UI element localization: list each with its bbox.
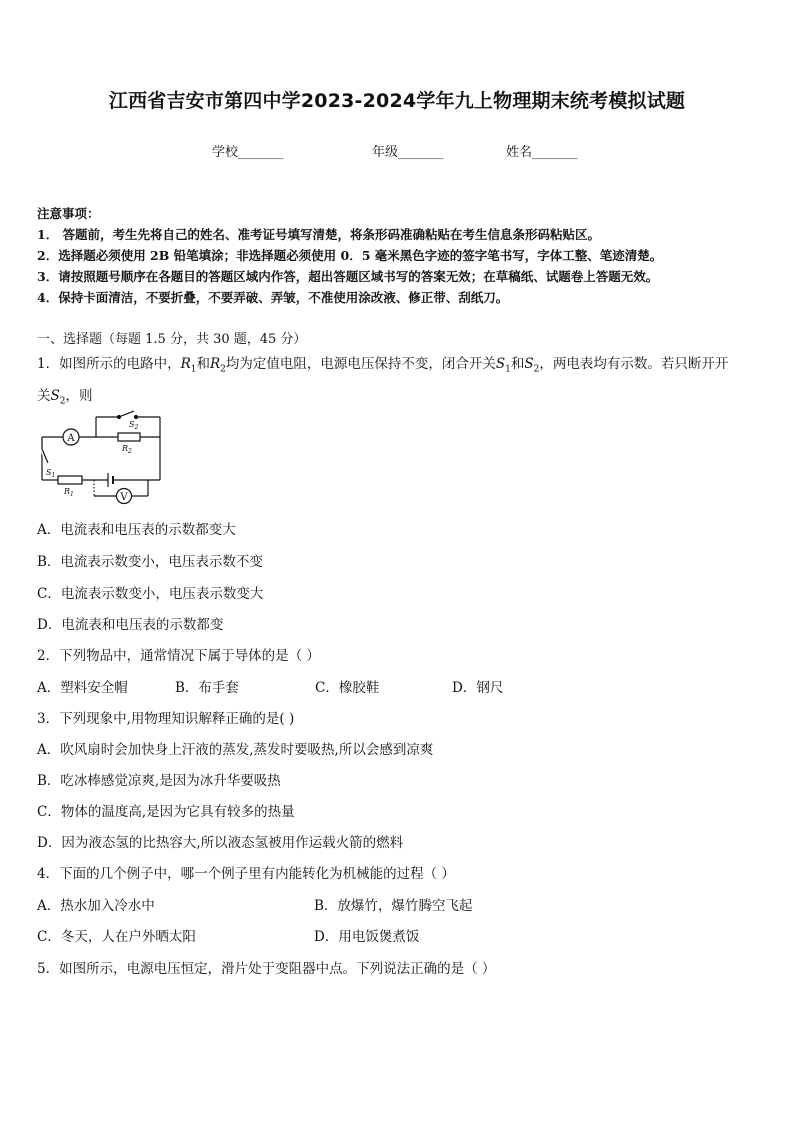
question-2-option-b: B．布手套 xyxy=(175,680,239,696)
notice-heading: 注意事项： xyxy=(37,206,100,221)
grade-field: 年级_______ xyxy=(372,145,444,160)
question-1-option-d: D．电流表和电压表的示数都变 xyxy=(37,617,224,633)
notice-item: 1． 答题前，考生先将自己的姓名、准考证号填写清楚，将条形码准确粘贴在考生信息条形码粘贴区。 xyxy=(37,227,601,242)
question-1-stem-cont: 关$S_2$，则 xyxy=(37,388,93,407)
question-4-option-c: C．冬天，人在户外晒太阳 xyxy=(37,929,196,945)
r2-label: $R_2$ xyxy=(122,444,132,455)
circuit-diagram xyxy=(36,407,166,505)
school-field: 学校_______ xyxy=(212,145,284,160)
question-3-option-c: C．物体的温度高,是因为它具有较多的热量 xyxy=(37,804,295,820)
question-4-option-a: A．热水加入冷水中 xyxy=(37,898,155,914)
question-3-option-a: A．吹风扇时会加快身上汗液的蒸发,蒸发时要吸热,所以会感到凉爽 xyxy=(37,742,434,758)
name-field: 姓名_______ xyxy=(506,145,578,160)
resistor-r1-icon xyxy=(58,476,82,484)
question-1-stem: 1．如图所示的电路中，$R_1$和$R_2$均为定值电阻，电源电压保持不变，闭合开关$S_1$和$S_2$，两电表均有示数。若只断开开 xyxy=(37,356,729,375)
voltmeter-label: V xyxy=(120,492,128,503)
question-1-option-a: A．电流表和电压表的示数都变大 xyxy=(37,522,236,538)
question-5-stem: 5．如图所示，电源电压恒定，滑片处于变阻器中点。下列说法正确的是（ ） xyxy=(37,961,496,977)
question-3-option-b: B．吃冰棒感觉凉爽,是因为冰升华要吸热 xyxy=(37,773,281,789)
notice-block xyxy=(37,203,662,308)
notice-item: 3．请按照题号顺序在各题目的答题区域内作答，超出答题区域书写的答案无效；在草稿纸、试题卷上答题无效。 xyxy=(37,269,659,284)
question-2-option-a: A．塑料安全帽 xyxy=(37,680,128,696)
ammeter-label: A xyxy=(67,433,75,444)
question-1-option-c: C．电流表示数变小，电压表示数变大 xyxy=(37,586,264,602)
resistor-r2-icon xyxy=(118,433,140,441)
question-3-stem: 3．下列现象中,用物理知识解释正确的是( ) xyxy=(37,711,295,727)
page-title: 江西省吉安市第四中学2023-2024学年九上物理期末统考模拟试题 xyxy=(108,90,686,112)
s2-label: $S_2$ xyxy=(129,420,139,431)
question-2-option-c: C．橡胶鞋 xyxy=(315,680,380,696)
question-4-option-d: D．用电饭煲煮饭 xyxy=(314,929,420,945)
switch-s2-icon xyxy=(119,411,134,417)
question-2-stem: 2．下列物品中，通常情况下属于导体的是（ ） xyxy=(37,648,320,664)
section-header: 一、选择题（每题 1.5 分，共 30 题，45 分） xyxy=(37,332,307,347)
s1-label: $S_1$ xyxy=(46,468,56,479)
question-3-option-d: D．因为液态氢的比热容大,所以液态氢被用作运载火箭的燃料 xyxy=(37,835,404,851)
notice-item: 2．选择题必须使用 2B 铅笔填涂；非选择题必须使用 0．5 毫米黑色字迹的签字笔书写，字体工整、笔迹清楚。 xyxy=(37,248,663,263)
notice-item: 4．保持卡面清洁，不要折叠，不要弄破、弄皱，不准使用涂改液、修正带、刮纸刀。 xyxy=(37,290,509,305)
question-2-option-d: D．钢尺 xyxy=(452,680,504,696)
r1-label: $R_1$ xyxy=(64,487,74,498)
question-4-option-b: B．放爆竹，爆竹腾空飞起 xyxy=(314,898,473,914)
question-1-option-b: B．电流表示数变小，电压表示数不变 xyxy=(37,554,263,570)
question-4-stem: 4．下面的几个例子中，哪一个例子里有内能转化为机械能的过程（ ） xyxy=(37,866,455,882)
